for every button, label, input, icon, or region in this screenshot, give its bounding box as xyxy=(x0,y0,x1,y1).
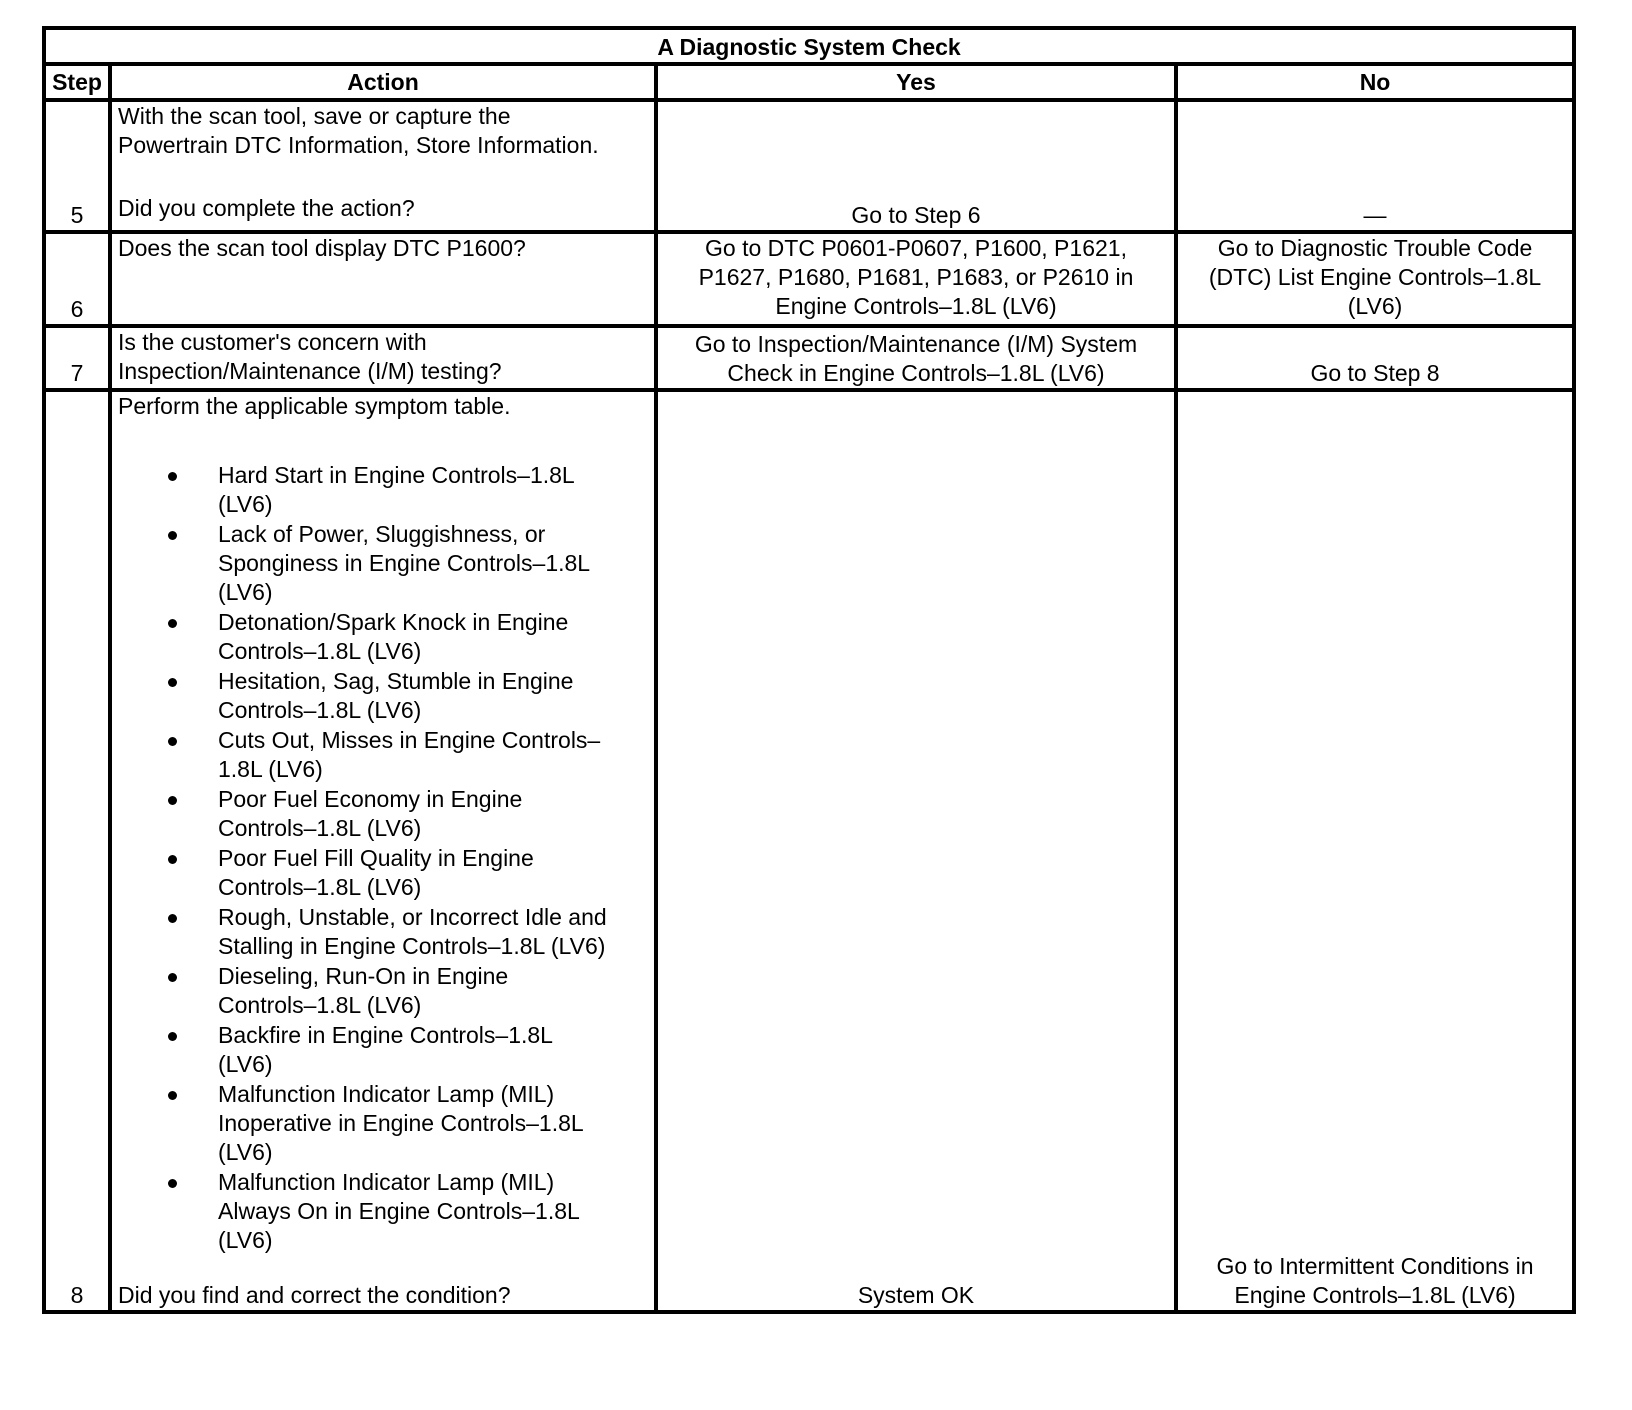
yes-line: P1627, P1680, P1681, P1683, or P2610 in xyxy=(698,264,1134,290)
header-action: Action xyxy=(110,64,656,100)
table-row-step-7 xyxy=(44,326,1574,390)
no-cell: — xyxy=(1176,100,1574,232)
yes-cell: System OK xyxy=(656,390,1176,1312)
yes-line: Engine Controls–1.8L (LV6) xyxy=(775,293,1057,319)
action-line: Powertrain DTC Information, Store Information. xyxy=(118,132,599,158)
no-cell: Go to Step 8 xyxy=(1176,326,1574,390)
list-item: Malfunction Indicator Lamp (MIL) Always On in Engine Controls–1.8L (LV6) xyxy=(118,1168,648,1255)
action-intro: Perform the applicable symptom table. xyxy=(118,393,511,419)
bullet-icon xyxy=(168,737,177,746)
list-item: Dieseling, Run-On in Engine Controls–1.8L (LV6) xyxy=(118,962,648,1020)
table-row-step-5 xyxy=(44,100,1574,232)
header-step: Step xyxy=(44,64,110,100)
action-cell xyxy=(110,326,656,390)
no-cell xyxy=(1176,232,1574,326)
yes-cell xyxy=(656,232,1176,326)
bullet-icon xyxy=(168,678,177,687)
table-row-step-8 xyxy=(44,390,1574,1312)
list-item: Rough, Unstable, or Incorrect Idle and Stalling in Engine Controls–1.8L (LV6) xyxy=(118,903,648,961)
step-number: 6 xyxy=(44,232,110,326)
no-line: (LV6) xyxy=(1347,293,1403,319)
bullet-icon xyxy=(168,914,177,923)
header-yes: Yes xyxy=(656,64,1176,100)
list-item: Poor Fuel Fill Quality in Engine Controls–1.8L (LV6) xyxy=(118,844,648,902)
yes-cell: Go to Step 6 xyxy=(656,100,1176,232)
list-item: Poor Fuel Economy in Engine Controls–1.8L (LV6) xyxy=(118,785,648,843)
header-row xyxy=(44,64,1574,100)
list-item: Lack of Power, Sluggishness, or Sponginess in Engine Controls–1.8L (LV6) xyxy=(118,520,648,607)
list-item: Backfire in Engine Controls–1.8L (LV6) xyxy=(118,1021,648,1079)
header-no: No xyxy=(1176,64,1574,100)
yes-line: Go to DTC P0601-P0607, P1600, P1621, xyxy=(705,235,1127,261)
list-item: Detonation/Spark Knock in Engine Controls–1.8L (LV6) xyxy=(118,608,648,666)
list-item: Malfunction Indicator Lamp (MIL) Inoperative in Engine Controls–1.8L (LV6) xyxy=(118,1080,648,1167)
action-line: With the scan tool, save or capture the xyxy=(118,103,511,129)
list-item: Hesitation, Sag, Stumble in Engine Controls–1.8L (LV6) xyxy=(118,667,648,725)
bullet-icon xyxy=(168,1032,177,1041)
no-line: Go to Diagnostic Trouble Code xyxy=(1217,235,1533,261)
symptom-list xyxy=(118,461,648,1255)
bullet-icon xyxy=(168,531,177,540)
yes-line: Check in Engine Controls–1.8L (LV6) xyxy=(727,360,1105,386)
action-line: Is the customer's concern with xyxy=(118,329,427,355)
list-item: Cuts Out, Misses in Engine Controls– 1.8L (LV6) xyxy=(118,726,648,784)
action-cell xyxy=(110,100,656,232)
no-cell xyxy=(1176,390,1574,1312)
action-line: Inspection/Maintenance (I/M) testing? xyxy=(118,358,502,384)
yes-cell xyxy=(656,326,1176,390)
action-question: Did you complete the action? xyxy=(118,195,415,221)
table-row-step-6 xyxy=(44,232,1574,326)
table-title: A Diagnostic System Check xyxy=(44,28,1574,64)
action-cell: Does the scan tool display DTC P1600? xyxy=(110,232,656,326)
bullet-icon xyxy=(168,855,177,864)
step-number: 7 xyxy=(44,326,110,390)
list-item: Hard Start in Engine Controls–1.8L (LV6) xyxy=(118,461,648,519)
action-question: Did you find and correct the condition? xyxy=(118,1282,511,1308)
bullet-icon xyxy=(168,1091,177,1100)
no-line: Go to Intermittent Conditions in xyxy=(1216,1253,1534,1279)
bullet-icon xyxy=(168,973,177,982)
action-cell xyxy=(110,390,656,1312)
diagnostic-table xyxy=(42,26,1576,1314)
step-number: 8 xyxy=(44,390,110,1312)
no-line: Engine Controls–1.8L (LV6) xyxy=(1234,1282,1516,1308)
bullet-icon xyxy=(168,796,177,805)
step-number: 5 xyxy=(44,100,110,232)
bullet-icon xyxy=(168,472,177,481)
bullet-icon xyxy=(168,1179,177,1188)
no-line: (DTC) List Engine Controls–1.8L xyxy=(1208,264,1542,290)
bullet-icon xyxy=(168,619,177,628)
yes-line: Go to Inspection/Maintenance (I/M) System xyxy=(694,331,1138,357)
